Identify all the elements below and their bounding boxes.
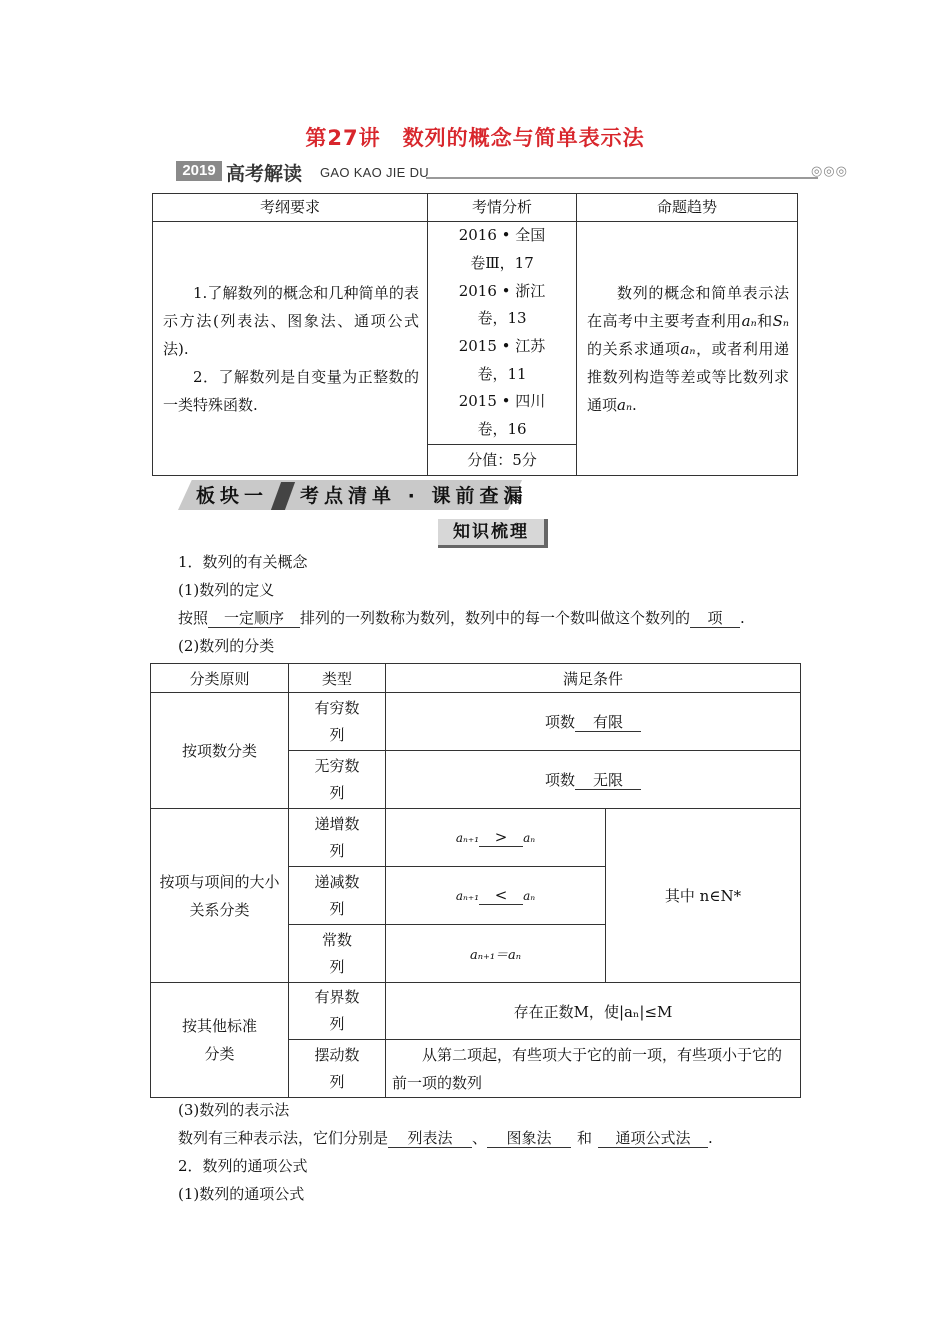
requirement-item: 1.了解数列的概念和几种简单的表示方法(列表法、图象法、通项公式法). <box>163 283 419 358</box>
exam-table <box>152 193 798 476</box>
heading-1-1: (1)数列的定义 <box>178 581 275 599</box>
type-cell: 摆动数列 <box>289 1040 386 1098</box>
repr-text: 、 <box>472 1129 488 1147</box>
trend-var: aₙ <box>680 339 696 358</box>
type-cell: 无穷数列 <box>289 751 386 809</box>
condition-cell: 存在正数M，使|aₙ|≤M <box>386 983 801 1040</box>
condition-cell <box>386 693 801 751</box>
cond-text: 项数 <box>544 713 575 731</box>
heading-2-1: (1)数列的通项公式 <box>178 1185 305 1203</box>
banner-dots-icon: ◎◎◎ <box>810 164 848 179</box>
exam-table-header: 考纲要求 <box>153 194 428 222</box>
heading-1-2: (2)数列的分类 <box>178 637 275 655</box>
trend-cell <box>577 222 798 476</box>
trend-part: ，或者利用递推数列构造等差或等比数列求通项 <box>587 339 789 414</box>
condition-cell <box>386 867 606 925</box>
heading-2: 2．数列的通项公式 <box>178 1157 308 1175</box>
def-text: 排列的一列数称为数列，数列中的每一个数叫做这个数列的 <box>300 609 691 627</box>
classification-table <box>150 663 801 1098</box>
type-cell: 递减数列 <box>289 867 386 925</box>
page-title: 第27讲 数列的概念与简单表示法 <box>305 126 645 150</box>
def-text: . <box>740 609 745 627</box>
type-cell: 有界数列 <box>289 983 386 1040</box>
analysis-line: 卷，16 <box>477 420 527 439</box>
answer-blank: 无限 <box>575 771 641 790</box>
requirements-cell <box>153 222 428 476</box>
heading-1-3: (3)数列的表示法 <box>178 1101 290 1119</box>
cond-term: aₙ <box>523 831 536 845</box>
answer-blank: > <box>479 828 523 847</box>
trend-part: . <box>632 395 637 414</box>
analysis-cell <box>428 222 577 445</box>
analysis-line: 卷Ⅲ，17 <box>470 253 534 272</box>
definition-line <box>178 607 745 628</box>
analysis-line: 2015 • 四川 <box>458 392 546 411</box>
condition-cell <box>386 751 801 809</box>
heading-1: 1．数列的有关概念 <box>178 553 308 571</box>
knowledge-box: 知识梳理 <box>438 519 548 548</box>
trend-part: 的关系求通项 <box>587 339 681 358</box>
trend-var: Sₙ <box>772 311 789 330</box>
type-cell: 递增数列 <box>289 809 386 867</box>
analysis-line: 卷，11 <box>477 364 527 383</box>
type-cell: 常数列 <box>289 925 386 983</box>
section-name: 考点清单 · 课前查漏 <box>300 485 528 507</box>
exam-analysis-banner <box>176 159 848 185</box>
condition-cell: aₙ₊₁＝aₙ <box>386 925 606 983</box>
cond-term: aₙ <box>523 889 536 903</box>
repr-text: 和 <box>577 1129 593 1147</box>
banner-rule <box>426 177 818 179</box>
score-cell: 分值：5分 <box>428 445 577 476</box>
answer-blank: 列表法 <box>388 1129 472 1148</box>
type-cell: 有穷数列 <box>289 693 386 751</box>
representation-line <box>178 1127 713 1148</box>
group-label: 按项与项间的大小关系分类 <box>151 809 289 983</box>
repr-text: . <box>708 1129 713 1147</box>
condition-cell <box>386 809 606 867</box>
def-text: 按照 <box>178 609 209 627</box>
analysis-line: 2016 • 浙江 <box>458 281 546 300</box>
analysis-line: 2016 • 全国 <box>458 226 546 245</box>
class-table-header: 类型 <box>289 664 386 693</box>
exam-table-header: 命题趋势 <box>577 194 798 222</box>
class-table-header: 满足条件 <box>386 664 801 693</box>
cond-text: 项数 <box>544 771 575 789</box>
trend-part: 和 <box>756 311 773 330</box>
exam-table-header: 考情分析 <box>428 194 577 222</box>
requirement-item: 2．了解数列是自变量为正整数的一类特殊函数. <box>163 367 419 414</box>
repr-text: 数列有三种表示法，它们分别是 <box>178 1129 389 1147</box>
trend-part: 数列的概念和简单表示法在高考中主要考查利用 <box>587 283 789 330</box>
cond-term: aₙ₊₁ <box>455 831 480 845</box>
group-label: 按项数分类 <box>151 693 289 809</box>
cond-term: aₙ₊₁ <box>455 889 480 903</box>
answer-blank: 一定顺序 <box>208 609 300 628</box>
answer-blank: 项 <box>690 609 740 628</box>
answer-blank: 有限 <box>575 713 641 732</box>
trend-text <box>587 279 789 419</box>
answer-blank: 通项公式法 <box>598 1129 708 1148</box>
condition-cell: 从第二项起，有些项大于它的前一项，有些项小于它的前一项的数列 <box>386 1040 801 1098</box>
answer-blank: < <box>479 886 523 905</box>
group-label: 按其他标准分类 <box>151 983 289 1098</box>
banner-pinyin: GAO KAO JIE DU <box>320 165 429 180</box>
section-part: 板块一 <box>196 485 269 507</box>
answer-blank: 图象法 <box>487 1129 571 1148</box>
analysis-line: 卷，13 <box>477 309 527 328</box>
banner-year: 2019 <box>176 161 222 181</box>
analysis-line: 2015 • 江苏 <box>458 337 546 355</box>
trend-var: aₙ <box>617 395 633 414</box>
banner-label: 高考解读 <box>226 163 303 185</box>
class-table-header: 分类原则 <box>151 664 289 693</box>
trend-var: aₙ <box>741 311 757 330</box>
note-cell: 其中 n∈N* <box>606 809 801 983</box>
